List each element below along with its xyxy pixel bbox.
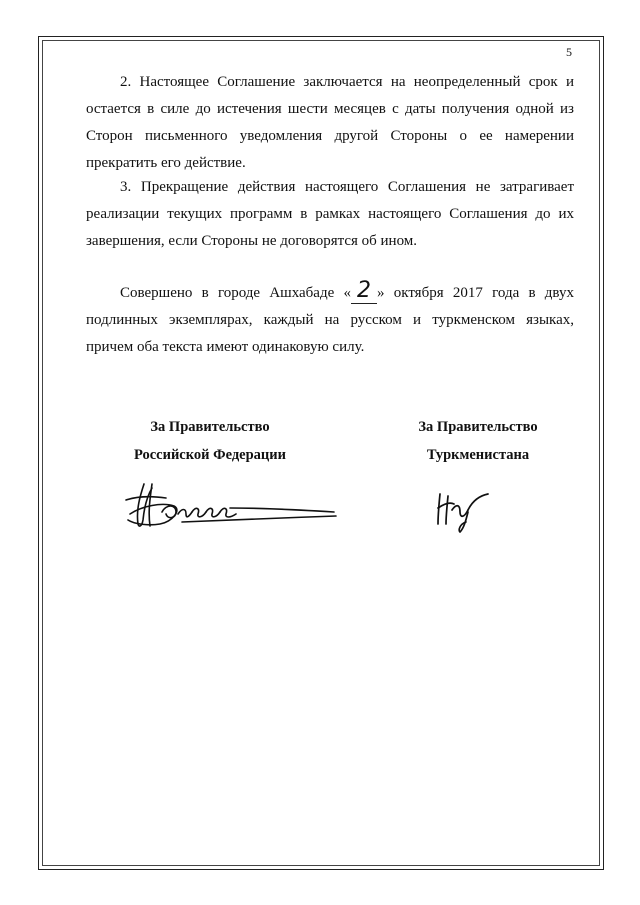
text-line: прекратить его действие.: [86, 155, 246, 171]
signature-heading-russia: [120, 413, 300, 469]
handwritten-signature-russia: [122, 478, 342, 534]
text-line: остается в силе до истечения шести месяцев с даты получения одной из: [86, 101, 574, 117]
text-line: 2. Настоящее Соглашение заключается на неопределенный срок и: [120, 74, 574, 90]
text-line: завершения, если Стороны не договорятся об ином.: [86, 233, 418, 249]
handwritten-signature-turkmenistan: [430, 488, 500, 534]
signature-heading-line: Российской Федерации: [133, 447, 286, 463]
text-line: подлинных экземплярах, каждый на русском и туркменском языках,: [86, 312, 574, 328]
done-at-text-after: » октября 2017 года в двух: [377, 285, 574, 301]
handwritten-day: 2: [351, 278, 377, 304]
signature-heading-line: Туркменистана: [426, 447, 530, 463]
paragraph-3-termination: [86, 174, 574, 255]
text-line: причем оба текста имеют одинаковую силу.: [86, 339, 365, 355]
signature-heading-turkmenistan: [388, 413, 568, 469]
text-line: реализации текущих программ в рамках настоящего Соглашения до их: [86, 206, 574, 222]
page-number: 5: [566, 45, 572, 59]
text-line: Сторон письменного уведомления другой Стороны о ее намерении: [86, 128, 574, 144]
paragraph-done-at: [86, 280, 574, 361]
done-at-text-before: Совершено в городе Ашхабаде «: [120, 285, 351, 301]
signature-heading-line: За Правительство: [418, 419, 538, 435]
text-line: 3. Прекращение действия настоящего Соглашения не затрагивает: [120, 179, 574, 195]
paragraph-2-term: [86, 69, 574, 177]
signature-heading-line: За Правительство: [150, 419, 270, 435]
text-line: [86, 280, 574, 307]
